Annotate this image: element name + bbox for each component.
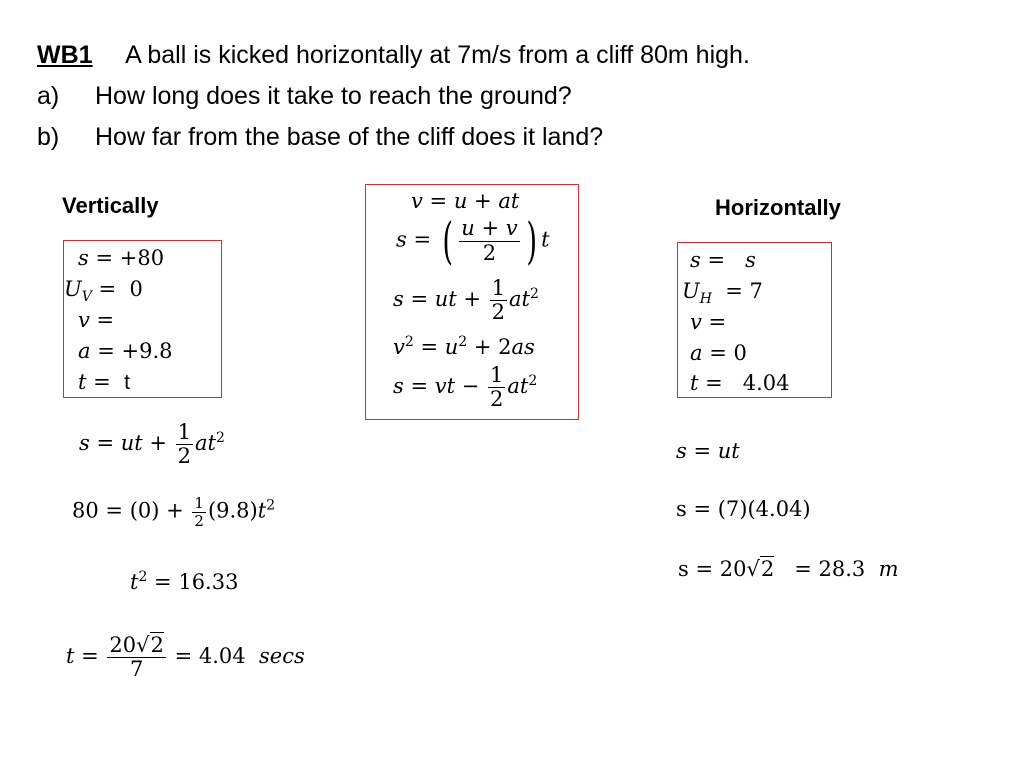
vertical-a-row: a = +9.8 — [78, 339, 173, 363]
question-part-b — [37, 122, 737, 152]
horizontal-t-row: t = 4.04 — [690, 371, 790, 395]
vertical-working-line3: $t^2 = 16.33$ — [130, 569, 239, 594]
equation-v-squared: $v^2 = u^2 + 2as$ — [393, 334, 535, 359]
horizontal-heading: Horizontally — [715, 195, 841, 220]
question-header — [37, 40, 750, 70]
vertical-s-row: s = +80 — [78, 246, 165, 270]
vertical-suvat-box — [63, 240, 222, 398]
equation-s-ut: s = ut + $\frac{1}{2}$ $at^2$ — [393, 276, 539, 325]
horizontal-working-line1: s = ut — [676, 439, 740, 463]
horizontal-s-value: s — [745, 248, 756, 272]
equation-s-average: s = ( $\frac{u + v}{2}$ ) t — [396, 212, 550, 270]
part-a-label: a) — [37, 82, 60, 110]
question-part-a — [37, 81, 737, 111]
horizontal-working-line3: s = 20√2 = 28.3 m — [678, 557, 899, 581]
vertical-working-line1: s = ut + $\frac{1}{2}$ $at^2$ — [79, 420, 225, 469]
vertical-u-value: 0 — [129, 277, 143, 301]
equation-v-u-at: v = u + at — [411, 189, 520, 213]
vertical-t-row: t = t — [78, 370, 130, 394]
horizontal-t-value: 4.04 — [742, 371, 790, 395]
horizontal-s-row: s = s — [690, 248, 756, 272]
horizontal-a-row: a = 0 — [690, 341, 747, 365]
question-text: A ball is kicked horizontally at 7m/s from a cliff 80m high. — [125, 41, 750, 69]
part-b-text: How far from the base of the cliff does it land? — [95, 123, 604, 151]
horizontal-a-value: 0 — [733, 341, 747, 365]
horizontal-suvat-box — [677, 242, 832, 398]
vertical-u-row: $U_V = 0$ — [64, 277, 143, 306]
vertical-t-value: t — [124, 371, 130, 394]
horizontal-v-row: v = — [690, 310, 727, 334]
part-a-text: How long does it take to reach the ground? — [95, 82, 572, 110]
horizontal-working-line2: s = (7)(4.04) — [676, 497, 811, 521]
part-b-label: b) — [37, 123, 60, 151]
vertical-a-value: +9.8 — [121, 339, 173, 363]
equation-s-vt: s = vt − $\frac{1}{2}$ $at^2$ — [393, 363, 538, 412]
vertical-s-value: +80 — [119, 246, 165, 270]
horizontal-u-row: $U_H = 7$ — [682, 279, 763, 308]
vertical-heading: Vertically — [62, 193, 159, 218]
vertical-v-row: v = — [78, 308, 115, 332]
vertical-working-line2: 80 = (0) + $\frac{1}{2}$ $(9.8)t^2$ — [72, 494, 276, 530]
worked-example-label: WB1 — [37, 41, 93, 69]
horizontal-u-value: 7 — [749, 279, 763, 303]
vertical-working-line4: t = $\frac{20√2}{7}$ = 4.04 secs — [66, 633, 305, 682]
suvat-equations-box — [365, 184, 579, 420]
